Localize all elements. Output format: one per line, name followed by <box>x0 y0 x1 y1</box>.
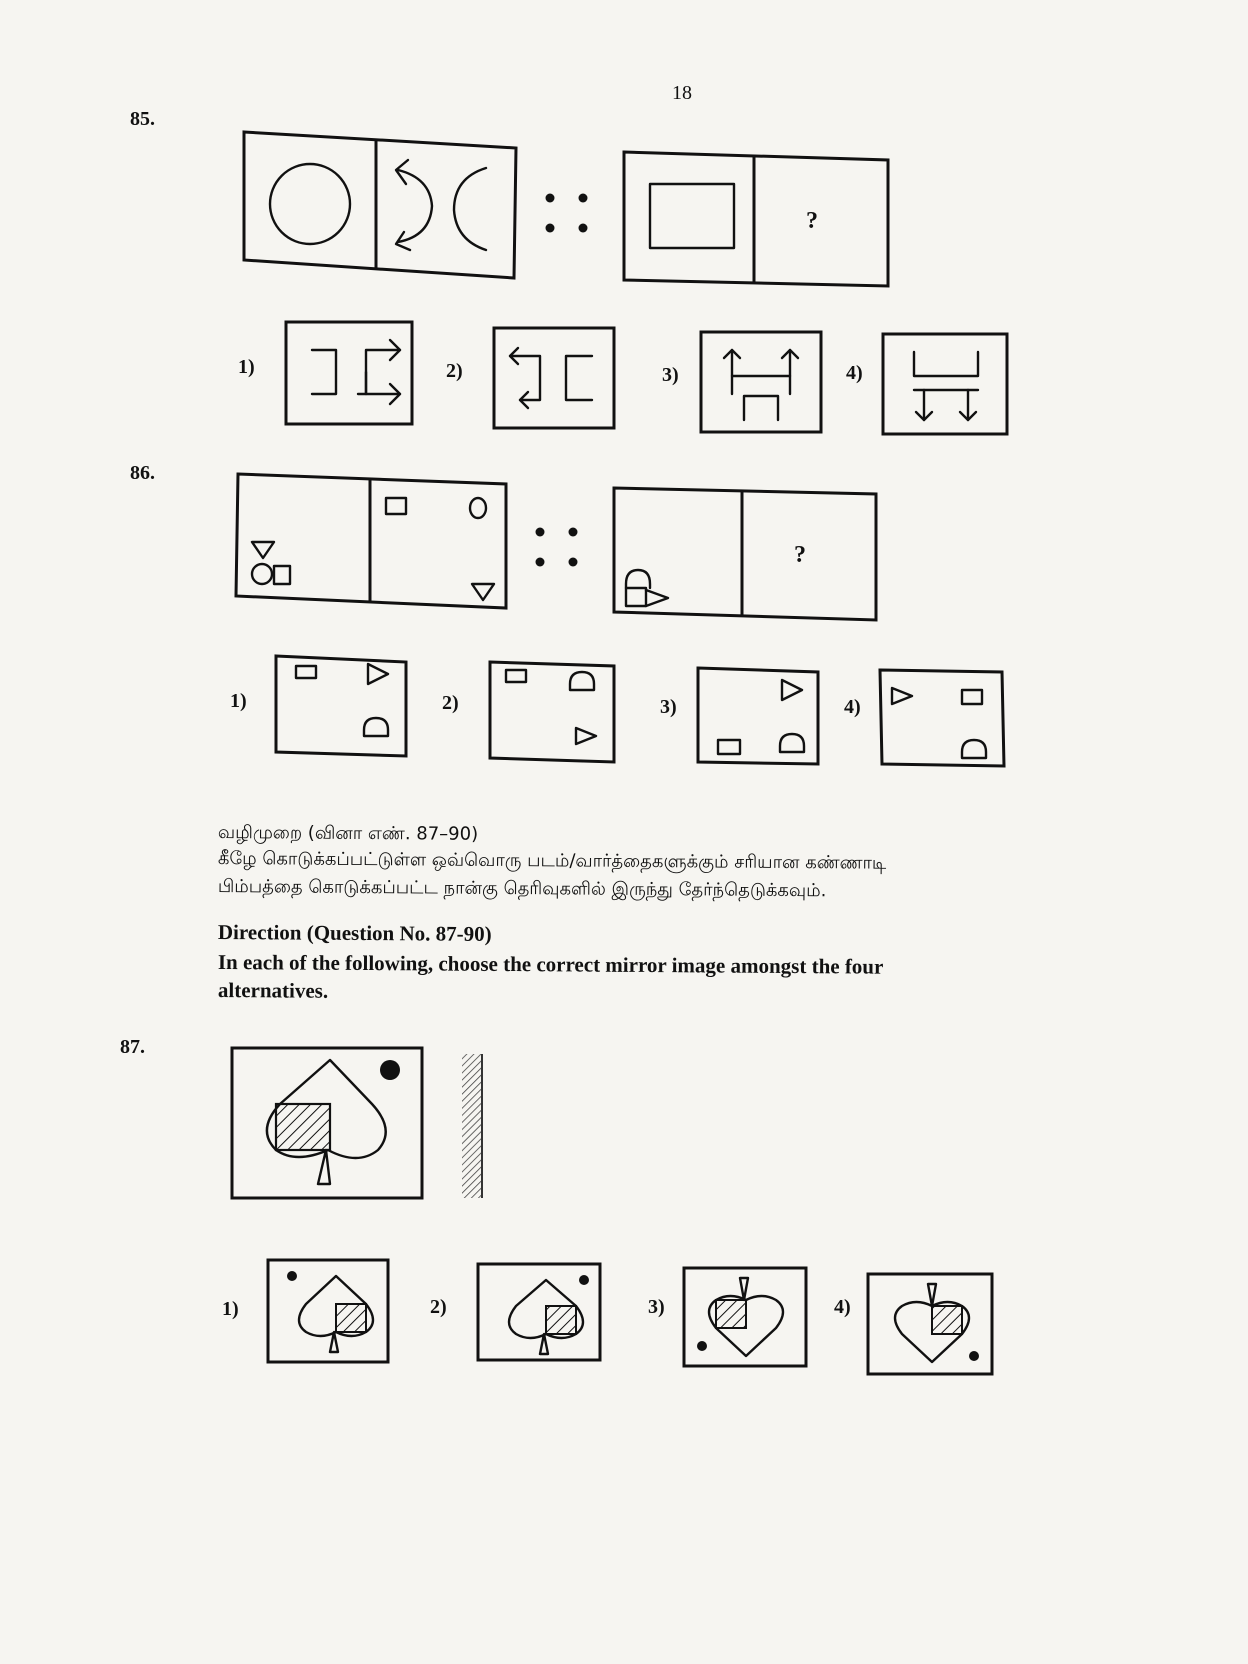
q87-option-1-label[interactable]: 1) <box>222 1298 239 1320</box>
question-87-number: 87. <box>120 1036 145 1058</box>
q85-option-3-label[interactable]: 3) <box>662 364 679 386</box>
direction-english-line-2: alternatives. <box>217 978 329 1003</box>
q86-option-1-label[interactable]: 1) <box>230 690 247 712</box>
q86-option-2-label[interactable]: 2) <box>442 692 459 714</box>
q85-option-2-label[interactable]: 2) <box>446 360 463 382</box>
page-number: 18 <box>672 82 692 104</box>
direction-english-title: Direction (Question No. 87-90) <box>217 920 492 946</box>
q87-option-2-label[interactable]: 2) <box>430 1296 447 1318</box>
q85-question-mark: ? <box>806 208 818 234</box>
question-85-number: 85. <box>130 108 155 130</box>
direction-tamil-line-2: பிம்பத்தை கொடுக்கப்பட்ட நான்கு தெரிவுகளில் இருந்து தேர்ந்தெடுக்கவும். <box>217 875 827 902</box>
q87-option-3-label[interactable]: 3) <box>648 1296 665 1318</box>
question-86-number: 86. <box>130 462 155 484</box>
q85-option-1-label[interactable]: 1) <box>238 356 255 378</box>
q86-option-4-label[interactable]: 4) <box>844 696 861 718</box>
q87-option-4-label[interactable]: 4) <box>834 1296 851 1318</box>
q85-option-4-label[interactable]: 4) <box>846 362 863 384</box>
q86-option-3-label[interactable]: 3) <box>660 696 677 718</box>
q86-question-mark: ? <box>794 542 806 568</box>
direction-tamil-title: வழிமுறை (வினா எண். 87–90) <box>217 821 479 845</box>
direction-tamil-line-1: கீழே கொடுக்கப்பட்டுள்ள ஒவ்வொரு படம்/வார்த்தைகளுக்கும் சரியான கண்ணாடி <box>217 847 887 874</box>
direction-english-line-1: In each of the following, choose the correct mirror image amongst the four <box>217 950 884 979</box>
